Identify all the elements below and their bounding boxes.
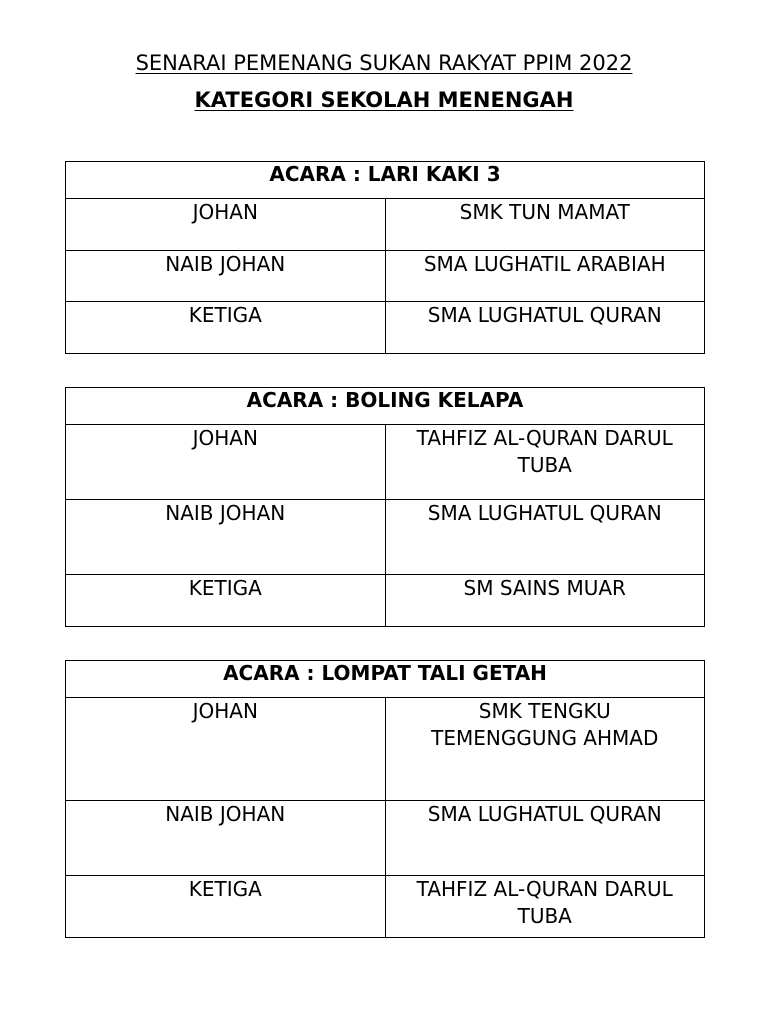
school-cell: SMA LUGHATUL QURAN bbox=[385, 801, 705, 876]
event-heading-row bbox=[66, 661, 705, 698]
school-cell: TAHFIZ AL-QURAN DARUL TUBA bbox=[385, 425, 705, 500]
event-table-boling-kelapa bbox=[65, 387, 705, 627]
position-cell: JOHAN bbox=[66, 698, 386, 801]
table-row bbox=[66, 500, 705, 575]
table-row bbox=[66, 698, 705, 801]
school-cell: SMK TENGKU TEMENGGUNG AHMAD bbox=[385, 698, 705, 801]
category-subtitle: KATEGORI SEKOLAH MENENGAH bbox=[194, 88, 574, 112]
event-heading-row bbox=[66, 162, 705, 199]
table-row bbox=[66, 251, 705, 302]
event-heading: ACARA : LOMPAT TALI GETAH bbox=[66, 661, 705, 698]
position-cell: NAIB JOHAN bbox=[66, 500, 386, 575]
school-cell: SMA LUGHATUL QURAN bbox=[385, 302, 705, 354]
table-row bbox=[66, 199, 705, 251]
school-cell: SM SAINS MUAR bbox=[385, 575, 705, 627]
position-cell: KETIGA bbox=[66, 302, 386, 354]
school-cell: SMA LUGHATUL QURAN bbox=[385, 500, 705, 575]
event-heading: ACARA : LARI KAKI 3 bbox=[66, 162, 705, 199]
event-heading-row bbox=[66, 388, 705, 425]
table-row bbox=[66, 425, 705, 500]
event-heading: ACARA : BOLING KELAPA bbox=[66, 388, 705, 425]
event-table-lompat-tali-getah bbox=[65, 660, 705, 938]
document-title: SENARAI PEMENANG SUKAN RAKYAT PPIM 2022 bbox=[135, 51, 633, 75]
position-cell: NAIB JOHAN bbox=[66, 801, 386, 876]
school-cell: TAHFIZ AL-QURAN DARUL TUBA bbox=[385, 876, 705, 938]
table-row bbox=[66, 575, 705, 627]
school-cell: SMA LUGHATIL ARABIAH bbox=[385, 251, 705, 302]
event-table-lari-kaki-3 bbox=[65, 161, 705, 354]
position-cell: JOHAN bbox=[66, 199, 386, 251]
school-cell: SMK TUN MAMAT bbox=[385, 199, 705, 251]
table-row bbox=[66, 302, 705, 354]
position-cell: KETIGA bbox=[66, 575, 386, 627]
table-row bbox=[66, 876, 705, 938]
position-cell: NAIB JOHAN bbox=[66, 251, 386, 302]
table-row bbox=[66, 801, 705, 876]
position-cell: JOHAN bbox=[66, 425, 386, 500]
position-cell: KETIGA bbox=[66, 876, 386, 938]
